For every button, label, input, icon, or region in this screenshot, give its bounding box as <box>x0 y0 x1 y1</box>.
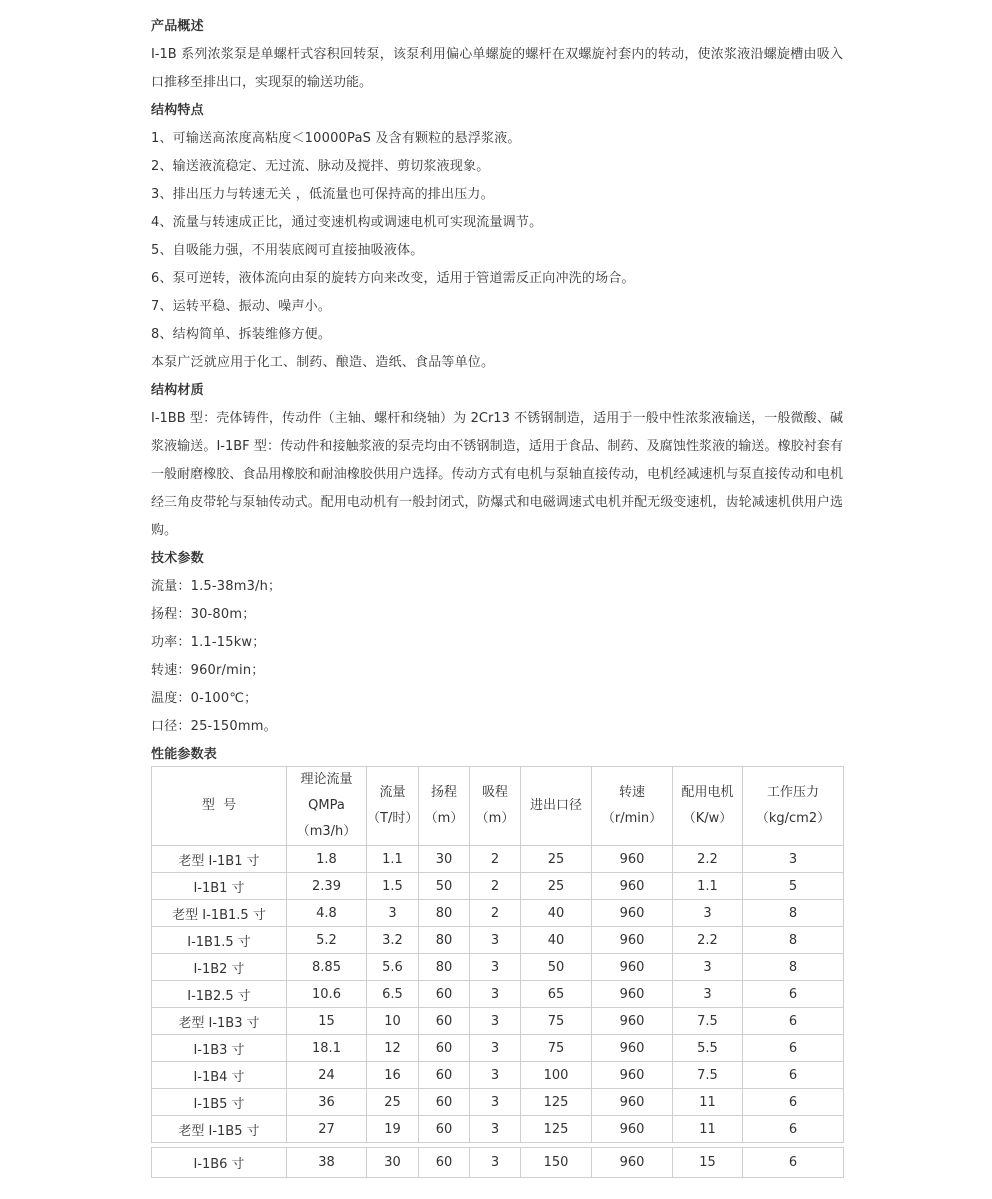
value-cell: 960 <box>592 1148 673 1178</box>
table-row <box>152 927 844 954</box>
model-cell: I-1B6 寸 <box>152 1148 287 1178</box>
table-row <box>152 1116 844 1143</box>
value-cell: 65 <box>521 981 592 1008</box>
value-cell: 15 <box>287 1008 367 1035</box>
value-cell: 25 <box>521 873 592 900</box>
value-cell: 150 <box>521 1148 592 1178</box>
spec-item: 转速：960r/min； <box>151 663 265 678</box>
model-cell: 老型 I-1B3 寸 <box>152 1008 287 1035</box>
spec-item: 流量：1.5-38m3/h； <box>151 579 282 594</box>
value-cell: 80 <box>419 900 470 927</box>
value-cell: 5 <box>743 873 844 900</box>
value-cell: 3 <box>470 1089 521 1116</box>
header-line: （m） <box>424 811 464 826</box>
value-cell: 960 <box>592 846 673 873</box>
header-cell <box>743 767 844 846</box>
performance-table <box>151 766 844 1178</box>
value-cell: 5.6 <box>367 954 419 981</box>
value-cell: 6 <box>743 1008 844 1035</box>
value-cell: 60 <box>419 1116 470 1143</box>
value-cell: 960 <box>592 1062 673 1089</box>
value-cell: 3 <box>470 1035 521 1062</box>
header-cell <box>419 767 470 846</box>
header-line: （K/w） <box>682 811 733 826</box>
header-line: （T/时） <box>367 811 419 826</box>
value-cell: 19 <box>367 1116 419 1143</box>
value-cell: 1.1 <box>367 846 419 873</box>
value-cell: 2.2 <box>673 846 743 873</box>
header-line: 转速 <box>618 785 645 800</box>
value-cell: 960 <box>592 873 673 900</box>
table-row <box>152 1062 844 1089</box>
header-line: （m3/h） <box>296 824 357 839</box>
model-cell: 老型 I-1B1 寸 <box>152 846 287 873</box>
value-cell: 50 <box>521 954 592 981</box>
value-cell: 38 <box>287 1148 367 1178</box>
table-row <box>152 981 844 1008</box>
feature-item: 2、输送液流稳定、无过流、脉动及搅拌、剪切浆液现象。 <box>151 159 490 174</box>
table-row <box>152 954 844 981</box>
value-cell: 960 <box>592 1116 673 1143</box>
model-cell: I-1B1 寸 <box>152 873 287 900</box>
table-row <box>152 1089 844 1116</box>
value-cell: 125 <box>521 1089 592 1116</box>
value-cell: 960 <box>592 1008 673 1035</box>
value-cell: 60 <box>419 981 470 1008</box>
value-cell: 960 <box>592 981 673 1008</box>
value-cell: 40 <box>521 927 592 954</box>
overview-heading: 产品概述 <box>151 19 204 34</box>
value-cell: 3 <box>470 1062 521 1089</box>
table-header-row <box>152 767 844 846</box>
value-cell: 960 <box>592 954 673 981</box>
header-line: 扬程 <box>430 785 457 800</box>
value-cell: 18.1 <box>287 1035 367 1062</box>
table-row <box>152 873 844 900</box>
article-content <box>151 13 843 769</box>
header-line: （kg/cm2） <box>755 811 831 826</box>
value-cell: 3 <box>367 900 419 927</box>
value-cell: 2.39 <box>287 873 367 900</box>
value-cell: 25 <box>367 1089 419 1116</box>
value-cell: 75 <box>521 1008 592 1035</box>
value-cell: 8 <box>743 927 844 954</box>
header-cell <box>287 767 367 846</box>
value-cell: 80 <box>419 954 470 981</box>
specs-heading: 技术参数 <box>151 551 204 566</box>
header-cell <box>152 767 287 846</box>
header-line: （r/min） <box>601 811 663 826</box>
value-cell: 8 <box>743 954 844 981</box>
feature-item: 3、排出压力与转速无关 ，低流量也可保持高的排出压力。 <box>151 187 494 202</box>
value-cell: 3 <box>470 1116 521 1143</box>
value-cell: 6 <box>743 1148 844 1178</box>
header-cell <box>470 767 521 846</box>
value-cell: 10 <box>367 1008 419 1035</box>
value-cell: 60 <box>419 1062 470 1089</box>
overview-text: I-1B 系列浓浆泵是单螺杆式容积回转泵，该泵利用偏心单螺旋的螺杆在双螺旋衬套内的转动，使浓浆液沿螺旋槽由吸入口推移至排出口，实现泵的输送功能。 <box>151 47 843 90</box>
value-cell: 2 <box>470 846 521 873</box>
feature-item: 4、流量与转速成正比，通过变速机构或调速电机可实现流量调节。 <box>151 215 543 230</box>
table-row <box>152 1148 844 1178</box>
spec-item: 口径：25-150mm。 <box>151 719 277 734</box>
value-cell: 100 <box>521 1062 592 1089</box>
value-cell: 15 <box>673 1148 743 1178</box>
feature-item: 6、泵可逆转，液体流向由泵的旋转方向来改变，适用于管道需反正向冲洗的场合。 <box>151 271 635 286</box>
table-row <box>152 846 844 873</box>
model-cell: I-1B4 寸 <box>152 1062 287 1089</box>
model-cell: I-1B5 寸 <box>152 1089 287 1116</box>
spec-item: 扬程：30-80m； <box>151 607 256 622</box>
value-cell: 3 <box>673 900 743 927</box>
value-cell: 3 <box>470 1008 521 1035</box>
table-row <box>152 1035 844 1062</box>
value-cell: 6 <box>743 1062 844 1089</box>
value-cell: 30 <box>419 846 470 873</box>
value-cell: 60 <box>419 1148 470 1178</box>
value-cell: 2 <box>470 873 521 900</box>
model-cell: I-1B2.5 寸 <box>152 981 287 1008</box>
materials-heading: 结构材质 <box>151 383 204 398</box>
value-cell: 3 <box>470 981 521 1008</box>
value-cell: 24 <box>287 1062 367 1089</box>
feature-item: 5、自吸能力强，不用装底阀可直接抽吸液体。 <box>151 243 424 258</box>
value-cell: 11 <box>673 1116 743 1143</box>
header-cell <box>521 767 592 846</box>
spec-item: 功率：1.1-15kw； <box>151 635 266 650</box>
value-cell: 27 <box>287 1116 367 1143</box>
value-cell: 1.8 <box>287 846 367 873</box>
value-cell: 60 <box>419 1089 470 1116</box>
model-cell: I-1B1.5 寸 <box>152 927 287 954</box>
value-cell: 5.5 <box>673 1035 743 1062</box>
value-cell: 80 <box>419 927 470 954</box>
value-cell: 3 <box>470 1148 521 1178</box>
value-cell: 125 <box>521 1116 592 1143</box>
header-line: （m） <box>475 811 515 826</box>
value-cell: 8.85 <box>287 954 367 981</box>
feature-item: 1、可输送高浓度高粘度＜10000PaS 及含有颗粒的悬浮浆液。 <box>151 131 521 146</box>
header-line: 理论流量 <box>300 772 353 787</box>
model-cell: I-1B2 寸 <box>152 954 287 981</box>
model-cell: I-1B3 寸 <box>152 1035 287 1062</box>
header-line: 吸程 <box>481 785 508 800</box>
value-cell: 3.2 <box>367 927 419 954</box>
value-cell: 3 <box>470 954 521 981</box>
value-cell: 30 <box>367 1148 419 1178</box>
value-cell: 2 <box>470 900 521 927</box>
value-cell: 60 <box>419 1035 470 1062</box>
value-cell: 60 <box>419 1008 470 1035</box>
table-row <box>152 1008 844 1035</box>
value-cell: 1.1 <box>673 873 743 900</box>
spec-item: 温度：0-100℃； <box>151 691 258 706</box>
value-cell: 50 <box>419 873 470 900</box>
model-cell: 老型 I-1B5 寸 <box>152 1116 287 1143</box>
value-cell: 11 <box>673 1089 743 1116</box>
value-cell: 7.5 <box>673 1008 743 1035</box>
value-cell: 75 <box>521 1035 592 1062</box>
value-cell: 12 <box>367 1035 419 1062</box>
value-cell: 8 <box>743 900 844 927</box>
header-cell <box>673 767 743 846</box>
value-cell: 40 <box>521 900 592 927</box>
value-cell: 6 <box>743 1035 844 1062</box>
header-cell <box>592 767 673 846</box>
header-line: 型 号 <box>201 798 237 813</box>
value-cell: 3 <box>470 927 521 954</box>
table-heading: 性能参数表 <box>151 747 218 762</box>
value-cell: 10.6 <box>287 981 367 1008</box>
features-heading: 结构特点 <box>151 103 204 118</box>
value-cell: 6 <box>743 981 844 1008</box>
header-line: 工作压力 <box>766 785 819 800</box>
value-cell: 6 <box>743 1116 844 1143</box>
value-cell: 960 <box>592 900 673 927</box>
header-line: QMPa <box>308 798 345 813</box>
value-cell: 960 <box>592 927 673 954</box>
header-cell <box>367 767 419 846</box>
application-text: 本泵广泛就应用于化工、制药、酿造、造纸、食品等单位。 <box>151 355 495 370</box>
value-cell: 36 <box>287 1089 367 1116</box>
value-cell: 7.5 <box>673 1062 743 1089</box>
value-cell: 960 <box>592 1035 673 1062</box>
header-line: 流量 <box>379 785 406 800</box>
header-line: 进出口径 <box>529 798 582 813</box>
value-cell: 1.5 <box>367 873 419 900</box>
value-cell: 3 <box>673 981 743 1008</box>
value-cell: 6 <box>743 1089 844 1116</box>
value-cell: 3 <box>743 846 844 873</box>
feature-item: 7、运转平稳、振动、噪声小。 <box>151 299 332 314</box>
header-line: 配用电机 <box>681 785 734 800</box>
value-cell: 25 <box>521 846 592 873</box>
model-cell: 老型 I-1B1.5 寸 <box>152 900 287 927</box>
table-row <box>152 900 844 927</box>
value-cell: 16 <box>367 1062 419 1089</box>
value-cell: 5.2 <box>287 927 367 954</box>
value-cell: 2.2 <box>673 927 743 954</box>
materials-text: I-1BB 型：壳体铸件，传动件（主轴、螺杆和绕轴）为 2Cr13 不锈钢制造，适用于一般中性浓浆液输送，一般微酸、碱浆液输送。I-1BF 型：传动件和接触浆液的泵壳均由不锈钢制造，适用于食品、制药、及腐蚀性浆液的输送。橡胶衬套有一般耐磨橡胶、食品用橡胶和耐油橡胶供用户选择。传动方式有电机与泵轴直接传动，电机经减速机与泵直接传动和电机经三角皮带轮与泵轴传动式。配用电动机有一般封闭式，防爆式和电磁调速式电机并配无级变速机，齿轮减速机供用户选购。 <box>151 411 843 538</box>
value-cell: 6.5 <box>367 981 419 1008</box>
value-cell: 3 <box>673 954 743 981</box>
feature-item: 8、结构简单、拆装维修方便。 <box>151 327 332 342</box>
value-cell: 960 <box>592 1089 673 1116</box>
value-cell: 4.8 <box>287 900 367 927</box>
